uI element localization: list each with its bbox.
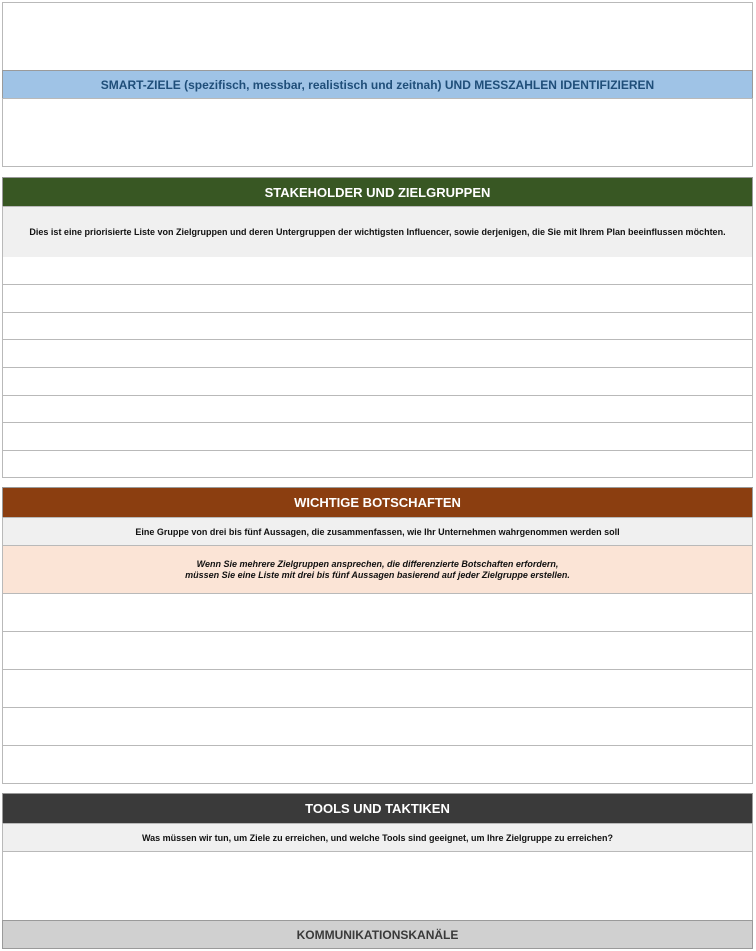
message-row[interactable] [2, 708, 753, 746]
tools-tactics-description [2, 823, 753, 852]
tools-tactics-title: TOOLS UND TAKTIKEN [305, 801, 450, 816]
stakeholder-header [2, 177, 753, 207]
stakeholder-description [2, 206, 753, 258]
stakeholder-row[interactable] [2, 396, 753, 423]
key-messages-title: WICHTIGE BOTSCHAFTEN [294, 495, 461, 510]
key-messages-note-line1: Wenn Sie mehrere Zielgruppen ansprechen, die differenzierte Botschaften erfordern, [196, 558, 559, 569]
stakeholder-description-text: Dies ist eine priorisierte Liste von Zielgruppen und deren Untergruppen der wichtigsten Influencer, sowie derjenigen, die Sie mit Ihrem Plan beeinflussen möchten. [29, 227, 726, 237]
tools-tactics-description-text: Was müssen wir tun, um Ziele zu erreichen, und welche Tools sind geeignet, um Ihre Zielgruppe zu erreichen? [141, 832, 614, 843]
message-row[interactable] [2, 746, 753, 784]
key-messages-header [2, 487, 753, 518]
message-row[interactable] [2, 594, 753, 632]
stakeholder-row[interactable] [2, 368, 753, 396]
smart-goals-header [2, 70, 753, 99]
message-row[interactable] [2, 632, 753, 670]
smart-goals-input[interactable] [2, 98, 753, 167]
tools-tactics-input[interactable] [2, 851, 753, 921]
key-messages-note-line2: müssen Sie eine Liste mit drei bis fünf Aussagen basierend auf jeder Zielgruppe erstellen. [185, 569, 570, 580]
key-messages-description [2, 517, 753, 546]
key-messages-note [2, 545, 753, 594]
stakeholder-row[interactable] [2, 313, 753, 340]
stakeholder-row[interactable] [2, 451, 753, 478]
stakeholder-row[interactable] [2, 257, 753, 285]
communication-channels-header [2, 920, 753, 949]
smart-goals-title: SMART-ZIELE (spezifisch, messbar, realistisch und zeitnah) UND MESSZAHLEN IDENTIFIZIEREN [100, 77, 655, 92]
stakeholder-row[interactable] [2, 423, 753, 451]
message-row[interactable] [2, 670, 753, 708]
stakeholder-row[interactable] [2, 340, 753, 368]
top-input-box[interactable] [2, 2, 753, 71]
stakeholder-title: STAKEHOLDER UND ZIELGRUPPEN [264, 184, 491, 200]
stakeholder-row[interactable] [2, 285, 753, 313]
communication-channels-title: KOMMUNIKATIONSKANÄLE [296, 927, 459, 942]
tools-tactics-header [2, 793, 753, 824]
key-messages-description-text: Eine Gruppe von drei bis fünf Aussagen, die zusammenfassen, wie Ihr Unternehmen wahrgenommen werden soll [135, 526, 620, 537]
